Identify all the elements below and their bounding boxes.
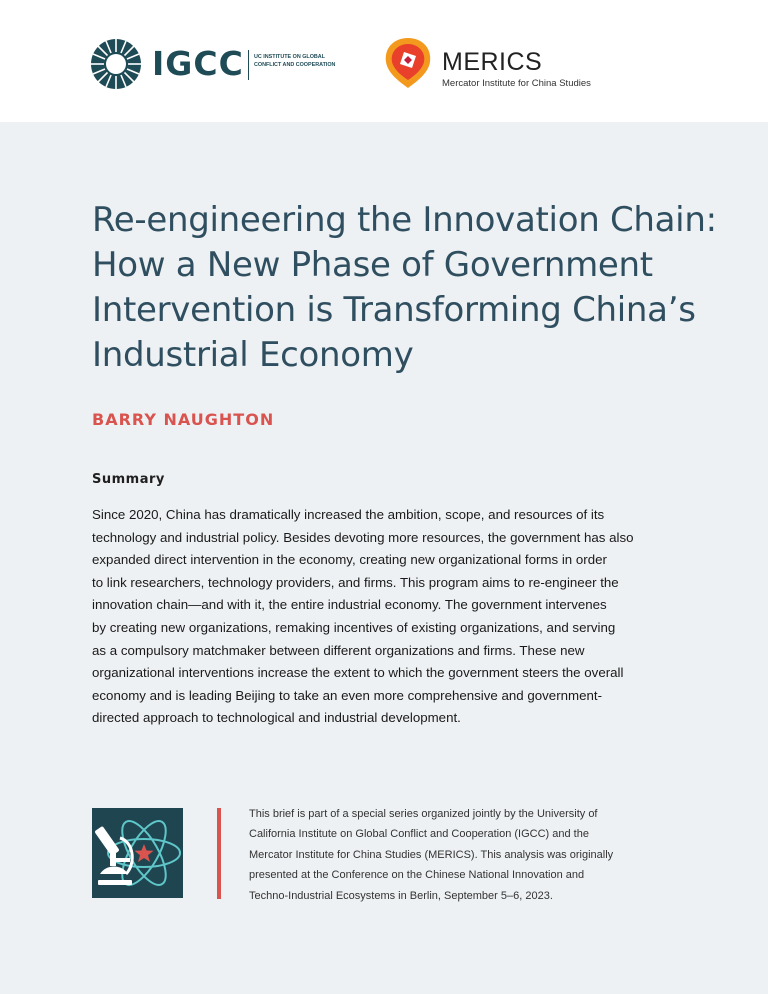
igcc-sunburst-icon bbox=[90, 38, 142, 90]
merics-swirl-icon bbox=[382, 36, 434, 90]
igcc-subtitle-line: CONFLICT AND COOPERATION bbox=[254, 61, 336, 68]
summary-line: economy and is leading Beijing to take an even more comprehensive and government- bbox=[92, 687, 603, 703]
igcc-logo bbox=[90, 38, 350, 90]
accent-bar bbox=[217, 808, 221, 899]
igcc-divider bbox=[248, 50, 249, 80]
microscope-atom-icon bbox=[92, 808, 183, 898]
summary-line: innovation chain—and with it, the entire industrial economy. The government intervenes bbox=[92, 597, 607, 613]
series-note-line: California Institute on Global Conflict and Cooperation (IGCC) and the bbox=[249, 828, 589, 841]
series-note bbox=[249, 804, 679, 906]
summary-line: by creating new organizations, remaking incentives of existing organizations, and serving bbox=[92, 619, 616, 635]
summary-line: organizational interventions increase the extent to which the government steers the overall bbox=[92, 665, 624, 681]
title-line: Re-engineering the Innovation Chain: bbox=[92, 200, 717, 240]
title-line: Intervention is Transforming China’s bbox=[92, 290, 696, 330]
summary-line: directed approach to technological and industrial development. bbox=[92, 710, 461, 726]
title-line: Industrial Economy bbox=[92, 335, 414, 375]
title-line: How a New Phase of Government bbox=[92, 245, 653, 285]
merics-logo bbox=[382, 36, 602, 92]
summary-line: to link researchers, technology providers, and firms. This program aims to re-engineer the bbox=[92, 574, 619, 590]
summary-heading: Summary bbox=[92, 472, 165, 487]
igcc-subtitle bbox=[254, 54, 354, 69]
summary-line: Since 2020, China has dramatically increased the ambition, scope, and resources of its bbox=[92, 507, 605, 522]
summary-line: expanded direct intervention in the economy, creating new organizational forms in order bbox=[92, 552, 607, 568]
merics-wordmark: MERICS bbox=[442, 48, 543, 76]
series-note-line: Techno-Industrial Ecosystems in Berlin, September 5–6, 2023. bbox=[249, 889, 553, 902]
igcc-wordmark: IGCC bbox=[152, 44, 244, 83]
author-name: BARRY NAUGHTON bbox=[92, 410, 275, 429]
header bbox=[0, 0, 768, 122]
summary-line: technology and industrial policy. Besides devoting more resources, the government has also bbox=[92, 529, 634, 545]
summary-body bbox=[92, 504, 702, 730]
summary-line: as a compulsory matchmaker between different organizations and firms. These new bbox=[92, 642, 585, 658]
series-note-line: This brief is part of a special series organized jointly by the University of bbox=[249, 808, 598, 820]
series-note-line: presented at the Conference on the Chinese National Innovation and bbox=[249, 869, 585, 882]
merics-subtitle: Mercator Institute for China Studies bbox=[442, 78, 591, 89]
document-title bbox=[92, 198, 732, 378]
series-note-line: Mercator Institute for China Studies (MERICS). This analysis was originally bbox=[249, 848, 614, 861]
igcc-subtitle-line: UC INSTITUTE ON GLOBAL bbox=[254, 54, 325, 60]
